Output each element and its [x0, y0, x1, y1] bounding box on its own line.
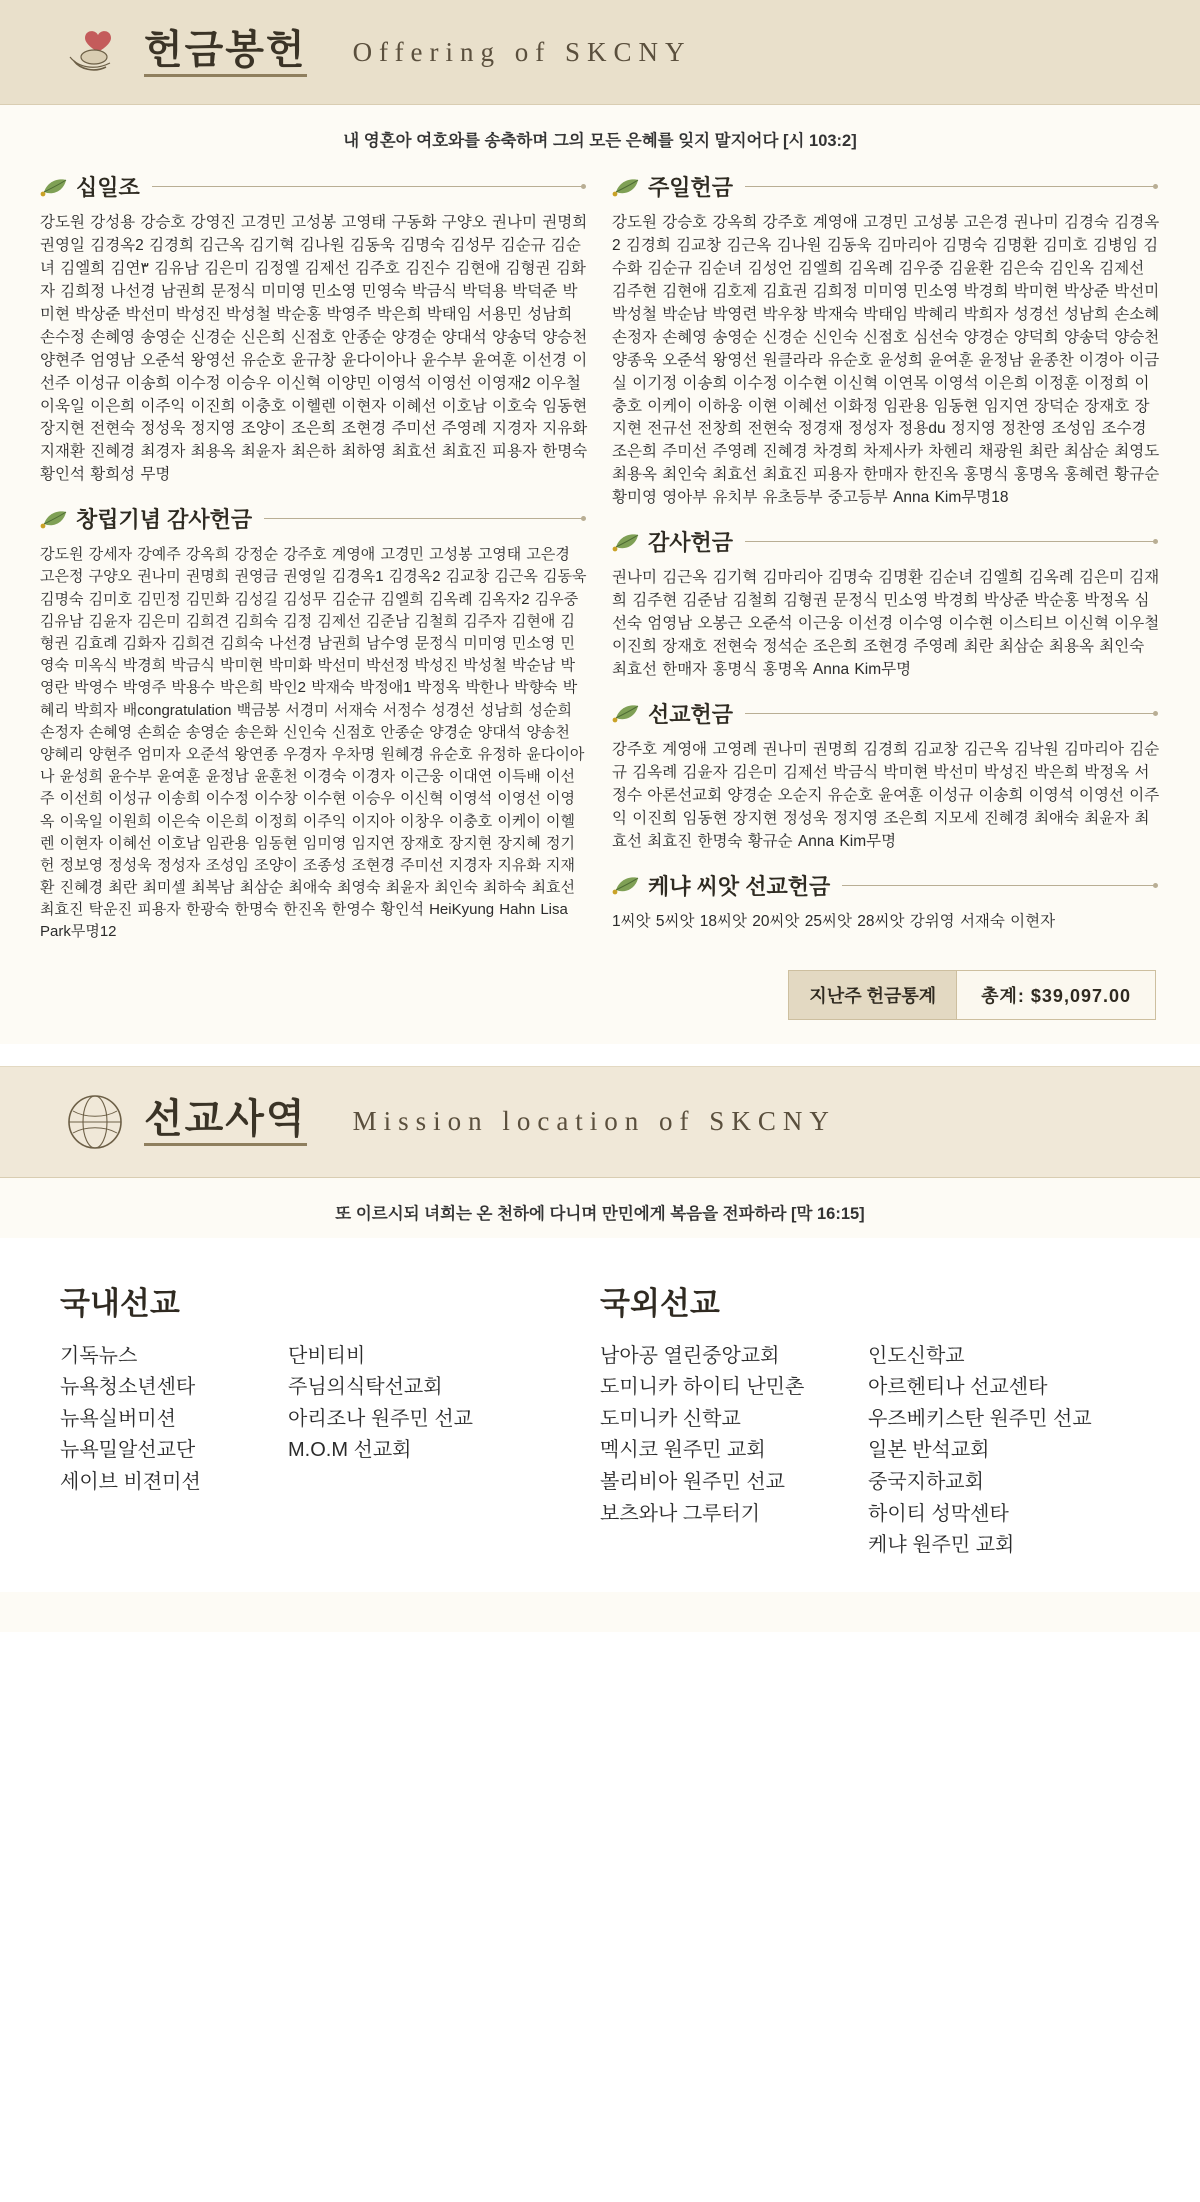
- section-gap: [0, 1044, 1200, 1066]
- offering-title-en: Offering of SKCNY: [352, 36, 692, 67]
- category-title: 십일조: [76, 175, 140, 200]
- offering-verse: 내 영혼아 여호와를 송축하며 그의 모든 은혜를 잊지 말지어다 [시 103:2]: [343, 132, 857, 150]
- category-header-mission-offering: [612, 698, 1160, 729]
- category-header-kenya-seed: [612, 870, 1160, 901]
- mission-title-ko: 선교사역: [144, 1097, 307, 1146]
- offering-banner: [0, 0, 1200, 105]
- category-header-thanksgiving: [612, 526, 1160, 557]
- leaf-icon: [612, 874, 642, 896]
- list-item: 인도신학교: [868, 1344, 965, 1367]
- list-item: 일본 반석교회: [868, 1439, 990, 1462]
- list-item: 남아공 열린중앙교회: [600, 1344, 780, 1367]
- list-item: 뉴욕밀알선교단: [60, 1439, 196, 1462]
- overseas-mission-title: 국외선교: [600, 1285, 720, 1321]
- domestic-list-1: [60, 1341, 270, 1499]
- mission-section: [0, 1066, 1200, 1632]
- divider: [745, 541, 1154, 542]
- list-item: 아리조나 원주민 선교: [288, 1407, 473, 1430]
- mission-columns: [0, 1238, 1200, 1572]
- names-list-thanksgiving: 권나미 김근옥 김기혁 김마리아 김명숙 김명환 김순녀 김엘희 김옥례 김은미 김재희 김주현 김준남 김철희 김형권 문정식 민소영 박경희 박상준 박순홍 박정옥 심선숙 엄영남 오봉근 오준석 이근웅 이선경 이수영 이수현 이스티브 이신혁 이우철 이진희 장재호 전현숙 정석순 조은희 조현경 주영례 최란 최삼순 최용옥 최인숙 최효선 한매자 홍명식 홍명옥 Anna Kim무명: [612, 569, 1160, 678]
- list-item: 도미니카 신학교: [600, 1407, 741, 1430]
- list-item: 단비티비: [288, 1344, 366, 1367]
- leaf-icon: [40, 508, 70, 530]
- category-title: 선교헌금: [648, 701, 734, 727]
- domestic-list-2: [288, 1341, 528, 1499]
- offering-title-ko: 헌금봉헌: [144, 28, 307, 77]
- stats-total: 총계: $39,097.00: [956, 970, 1156, 1020]
- divider: [264, 518, 582, 519]
- category-title: 감사헌금: [648, 530, 734, 556]
- overseas-mission: [600, 1278, 1140, 1562]
- list-item: 기독뉴스: [60, 1344, 138, 1367]
- offering-left-column: [40, 165, 588, 960]
- domestic-mission: [60, 1278, 600, 1562]
- list-item: 도미니카 하이티 난민촌: [600, 1376, 805, 1399]
- list-item: 볼리비아 원주민 선교: [600, 1471, 785, 1493]
- offering-columns: [0, 165, 1200, 960]
- category-title: 케냐 씨앗 선교헌금: [648, 873, 831, 899]
- mission-banner: [0, 1066, 1200, 1178]
- overseas-list-2: [868, 1341, 1118, 1562]
- list-item: 우즈베키스탄 원주민 선교: [868, 1407, 1092, 1430]
- leaf-icon: [612, 176, 642, 198]
- category-header-anniversary: [40, 503, 588, 534]
- names-list-anniversary: 강도원 강세자 강예주 강옥희 강정순 강주호 계영애 고경민 고성봉 고영태 고은경 고은정 구양오 권나미 권명희 권영금 권영일 김경옥1 김경옥2 김교창 김근옥 김동욱 김명숙 김미호 김민정 김민화 김성길 김성무 김순규 김엘희 김옥례 김옥자2 김우중 김유남 김윤자 김은미 김희견 김희숙 김정 김제선 김준남 김철희 김주자 김현애 김형권 김효례 김화자 김희견 김희숙 나선경 남권희 남수영 문정식 미미영 민소영 민영숙 미옥식 박경희 박금식 박미현 박미화 박선미 박선정 박성진 박성철 박순남 박영란 박영수 박영주 박용수 박은희 박인2 박재숙 박정애1 박정옥 박한나 박향숙 박혜리 박희자 배congratulation 백금봉 서경미 서재숙 서정수 성경선 성남희 성순희 손정자 손혜영 손희순 송영순 송은화 신인숙 신점호 안종순 양경순 양대석 양송천 양혜리 양현주 엄미자 오준석 왕연종 우경자 우차명 원혜경 유순호 유정하 윤다이아나 윤성희 윤수부 윤여훈 윤정남 윤훈천 이경숙 이경자 이근웅 이대연 이득배 이선주 이선희 이성규 이송희 이수정 이수창 이수현 이승우 이신혁 이영석 이영선 이영옥 이욱일 이원희 이은숙 이은희 이정희 이주익 이지아 이창우 이충호 이케이 이헬렌 이현자 이혜선 이호남 임관용 임동현 임미영 임지연 장재호 장지현 장지혜 정기헌 정보영 정성욱 정성자 조성임 조양이 조종성 조현경 주미선 지경자 지유화 지재환 진혜경 최란 최미셀 최복남 최삼순 최애숙 최영숙 최윤자 최인숙 최하숙 최효선 최효진 탁운진 피용자 한광숙 한명숙 한진옥 한영수 황인석 HeiKyung Hahn Lisa Park무명12: [40, 546, 587, 941]
- globe-icon: [60, 1087, 130, 1157]
- offering-section: [0, 0, 1200, 1044]
- stats-label: 지난주 헌금통계: [788, 970, 956, 1020]
- overseas-list-1: [600, 1341, 850, 1562]
- divider: [745, 186, 1154, 187]
- category-title: 창립기념 감사헌금: [76, 507, 253, 533]
- names-list-kenya-seed: 1씨앗 5씨앗 18씨앗 20씨앗 25씨앗 28씨앗 강위영 서재숙 이현자: [612, 912, 1056, 930]
- list-item: 멕시코 원주민 교회: [600, 1439, 766, 1462]
- leaf-icon: [612, 531, 642, 553]
- list-item: 보츠와나 그루터기: [600, 1502, 761, 1525]
- offering-stats: [0, 960, 1200, 1020]
- list-item: 케냐 원주민 교회: [868, 1534, 1015, 1557]
- category-header-sunday: [612, 171, 1160, 202]
- mission-body: [0, 1238, 1200, 1592]
- list-item: 뉴욕청소년센타: [60, 1376, 196, 1399]
- list-item: 뉴욕실버미션: [60, 1407, 176, 1430]
- divider: [152, 186, 582, 187]
- list-item: 아르헨티나 선교센타: [868, 1376, 1048, 1399]
- mission-title-en: Mission location of SKCNY: [352, 1106, 836, 1137]
- list-item: 세이브 비젼미션: [60, 1471, 201, 1493]
- divider: [842, 885, 1154, 886]
- category-header-tithe: [40, 171, 588, 202]
- mission-verse: 또 이르시되 녀희는 온 천하에 다니며 만민에게 복음을 전파하라 [막 16:15]: [335, 1204, 865, 1223]
- names-list-sunday: 강도원 강승호 강옥희 강주호 계영애 고경민 고성봉 고은경 권나미 김경숙 김경옥2 김경희 김교창 김근옥 김나원 김동욱 김마리아 김명숙 김명환 김미호 김병임 김수화 김순규 김순녀 김성언 김엘희 김옥례 김우중 김윤환 김은숙 김인옥 김제선 김주현 김현애 김호제 김효권 김희정 미미영 민소영 박경희 박미현 박상준 박선미 박성철 박순남 박영련 박우창 박재숙 박태임 박혜리 박희자 성경선 성남희 손소혜 손정자 손혜영 송영순 신경순 신인숙 신점호 심선숙 양경순 양덕희 양송덕 양승천 양종욱 오준석 왕영선 원클라라 유순호 윤성희 윤여훈 윤정남 윤종찬 이경아 이금실 이기정 이송희 이수정 이수현 이신혁 이연목 이영석 이은희 이정훈 이정희 이충호 이케이 이하웅 이현 이혜선 이화정 임관용 임동현 임지연 장덕순 장재호 장지현 전규선 전창희 전현숙 정경재 정성자 정용du 정지영 정찬영 조성임 조수경 조은희 주미선 주영례 진혜경 차경희 차제사카 차헨리 채광원 최란 최삼순 최영도 최용옥 최인숙 최효선 최효진 피용자 한매자 한진옥 홍명식 홍명옥 홍혜련 황규순 황미영 영아부 유치부 유초등부 중고등부 Anna Kim무명18: [612, 214, 1160, 507]
- domestic-mission-title: 국내선교: [60, 1285, 180, 1321]
- offering-right-column: [612, 165, 1160, 960]
- divider: [745, 713, 1154, 714]
- heart-hands-icon: [60, 17, 130, 87]
- names-list-mission-offering: 강주호 계영애 고영례 권나미 권명희 김경희 김교창 김근옥 김낙원 김마리아 김순규 김옥례 김윤자 김은미 김제선 박금식 박미현 박선미 박성진 박은희 박정옥 서정수 아론선교회 양경순 오순지 유순호 윤여훈 이성규 이송희 이영석 이영선 이주익 이진희 임동현 장지현 정성욱 정지영 조은희 지모세 진혜경 최애숙 최윤자 최효선 최효진 한명숙 황규순 Anna Kim무명: [612, 740, 1160, 850]
- category-title: 주일헌금: [648, 175, 734, 200]
- leaf-icon: [612, 702, 642, 724]
- list-item: 하이티 성막센타: [868, 1502, 1009, 1525]
- leaf-icon: [40, 176, 70, 198]
- list-item: 중국지하교회: [868, 1471, 984, 1493]
- list-item: M.O.M 선교회: [288, 1439, 412, 1462]
- names-list-tithe: 강도원 강성용 강승호 강영진 고경민 고성봉 고영태 구동화 구양오 권나미 권명희 권영일 김경옥2 김경희 김근옥 김기혁 김나원 김동욱 김명숙 김성무 김순규 김순녀 김엘희 김연۳ 김유남 김은미 김정엘 김제선 김주호 김진수 김현애 김형권 김화자 김희정 나선경 남권희 문정식 미미영 민소영 민영숙 박금식 박덕용 박덕준 박미현 박상준 박선미 박성진 박성철 박순홍 박영주 박은희 박태임 서용민 성남희 손수정 손혜영 송영순 신경순 신은희 신점호 안종순 양경순 양대석 양송덕 양승천 양현주 엄영남 오준석 왕영선 유순호 윤규창 윤다이아나 윤수부 윤여훈 이선경 이선주 이성규 이송희 이수정 이승우 이신혁 이양민 이영석 이영선 이영재2 이우철 이욱일 이은희 이주익 이진희 이충호 이헬렌 이현자 이혜선 이호남 이호숙 임동현 장지현 전현숙 정성욱 정지영 조양이 조은희 조현경 주미선 주영례 지경자 지유화 지재환 진혜경 최경자 최용옥 최윤자 최은하 최하영 최효선 최효진 피용자 한명숙 황인석 황희성 무명: [40, 214, 588, 484]
- list-item: 주님의식탁선교회: [288, 1376, 443, 1399]
